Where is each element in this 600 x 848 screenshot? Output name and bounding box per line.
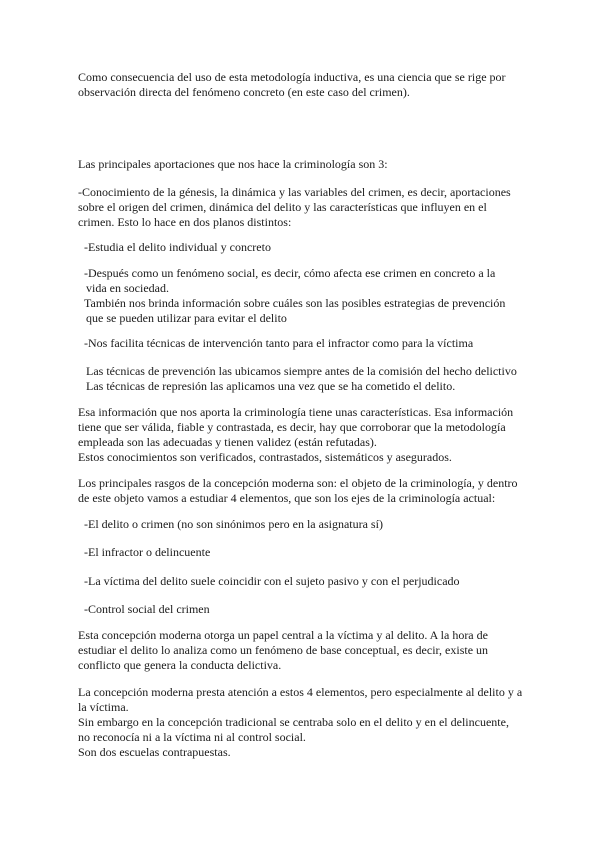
text-line: vida en sociedad. bbox=[86, 281, 169, 295]
tecnicas-paragraph bbox=[86, 364, 540, 394]
text-line: La concepción moderna presta atención a estos 4 elementos, pero especialmente al delito y a bbox=[78, 685, 523, 699]
informacion-paragraph bbox=[78, 405, 540, 465]
plano-1-item bbox=[84, 240, 540, 255]
text-line: observación directa del fenómeno concreto (en este caso del crimen). bbox=[78, 85, 410, 99]
text-line: Las técnicas de prevención las ubicamos siempre antes de la comisión del hecho delictivo bbox=[86, 364, 517, 378]
text-line: la víctima. bbox=[78, 700, 129, 714]
aportacion-3-item bbox=[84, 336, 540, 351]
text-line: -Conocimiento de la génesis, la dinámica y las variables del crimen, es decir, aportaciones bbox=[78, 185, 511, 199]
intro-paragraph bbox=[78, 70, 540, 100]
plano-2-item bbox=[84, 266, 540, 326]
text-line: estudiar el delito lo analiza como un fenómeno de base conceptual, es decir, existe un bbox=[78, 643, 489, 657]
text-line: que se pueden utilizar para evitar el delito bbox=[86, 311, 287, 325]
text-line: Esta concepción moderna otorga un papel central a la víctima y al delito. A la hora de bbox=[78, 628, 488, 642]
aportacion-1-paragraph bbox=[78, 185, 540, 230]
text-line: crimen. Esto lo hace en dos planos distintos: bbox=[78, 215, 292, 229]
text-line: Las técnicas de represión las aplicamos una vez que se ha cometido el delito. bbox=[86, 379, 456, 393]
text-line: Como consecuencia del uso de esta metodología inductiva, es una ciencia que se rige por bbox=[78, 70, 506, 84]
aportaciones-heading bbox=[78, 157, 540, 172]
text-line: -El infractor o delincuente bbox=[84, 545, 211, 559]
text-line: de este objeto vamos a estudiar 4 elementos, que son los ejes de la criminología actual: bbox=[78, 491, 496, 505]
text-line: -La víctima del delito suele coincidir con el sujeto pasivo y con el perjudicado bbox=[84, 574, 460, 588]
text-line: Son dos escuelas contrapuestas. bbox=[78, 745, 231, 759]
elemento-1-item bbox=[84, 517, 540, 532]
text-line: no reconocía ni a la víctima ni al control social. bbox=[78, 730, 306, 744]
text-line: tiene que ser válida, fiable y contrastada, es decir, hay que corroborar que la metodología bbox=[78, 420, 506, 434]
concepcion-moderna-paragraph bbox=[78, 628, 540, 673]
text-line: Estos conocimientos son verificados, contrastados, sistemáticos y asegurados. bbox=[78, 450, 452, 464]
text-line: También nos brinda información sobre cuáles son las posibles estrategias de prevención bbox=[84, 296, 506, 310]
rasgos-paragraph bbox=[78, 476, 540, 506]
elemento-4-item bbox=[84, 602, 540, 617]
text-line: -Control social del crimen bbox=[84, 602, 210, 616]
text-line: sobre el origen del crimen, dinámica del delito y las características que influyen en el bbox=[78, 200, 487, 214]
text-line: -El delito o crimen (no son sinónimos pero en la asignatura sí) bbox=[84, 517, 383, 531]
conclusion-paragraph bbox=[78, 685, 540, 760]
text-line: Los principales rasgos de la concepción moderna son: el objeto de la criminología, y dentro bbox=[78, 476, 518, 490]
text-line: conflicto que genera la conducta delictiva. bbox=[78, 658, 282, 672]
text-line: -Nos facilita técnicas de intervención tanto para el infractor como para la víctima bbox=[84, 336, 474, 350]
text-line: Sin embargo en la concepción tradicional se centraba solo en el delito y en el delincuente, bbox=[78, 715, 509, 729]
text-line: Esa información que nos aporta la criminología tiene unas características. Esa información bbox=[78, 405, 514, 419]
text-line: -Después como un fenómeno social, es decir, cómo afecta ese crimen en concreto a la bbox=[84, 266, 496, 280]
text-line: Las principales aportaciones que nos hace la criminología son 3: bbox=[78, 157, 388, 171]
elemento-3-item bbox=[84, 574, 540, 589]
text-line: empleada son las adecuadas y tienen validez (están refutadas). bbox=[78, 435, 377, 449]
text-line: -Estudia el delito individual y concreto bbox=[84, 240, 271, 254]
elemento-2-item bbox=[84, 545, 540, 560]
